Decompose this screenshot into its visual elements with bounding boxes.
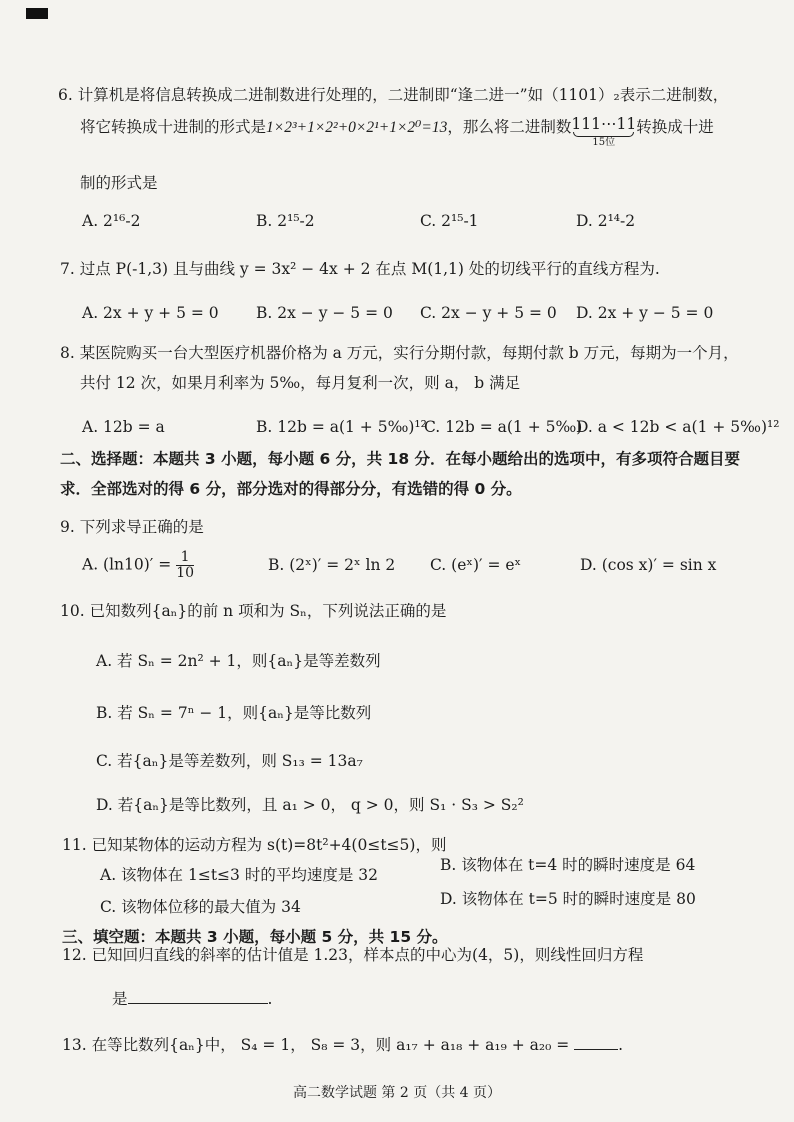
q9-option-a bbox=[82, 550, 194, 581]
q8-option-d: D. a < 12b < a(1 + 5‰)¹² bbox=[576, 418, 780, 436]
q12-answer-blank bbox=[128, 989, 268, 1004]
q7-option-b: B. 2x − y − 5 = 0 bbox=[256, 304, 393, 322]
q11-option-c: C. 该物体位移的最大值为 34 bbox=[100, 898, 301, 916]
q6-line2 bbox=[80, 116, 714, 149]
q10-option-d: D. 若{aₙ}是等比数列，且 a₁ > 0， q > 0，则 S₁ · S₃ > S₂² bbox=[96, 796, 524, 814]
q9-option-a-fraction bbox=[176, 550, 194, 581]
q10-option-c: C. 若{aₙ}是等差数列，则 S₁₃ = 13a₇ bbox=[96, 752, 363, 770]
q6-line3: 制的形式是 bbox=[80, 174, 158, 192]
q6-binary-digits: 111⋯11 bbox=[571, 115, 637, 133]
q6-line2-suffix: 转换成十进 bbox=[636, 118, 714, 136]
section3-heading: 三、填空题：本题共 3 小题，每小题 5 分，共 15 分。 bbox=[62, 928, 448, 946]
q6-line2-middle: ，那么将二进制数 bbox=[447, 118, 572, 136]
section2-heading-line1: 二、选择题：本题共 3 小题，每小题 6 分，共 18 分．在每小题给出的选项中，有多项符合题目要 bbox=[60, 450, 741, 468]
q11-option-a: A. 该物体在 1≤t≤3 时的平均速度是 32 bbox=[100, 866, 378, 884]
q6-binary-example-formula: 1×2³+1×2²+0×2¹+1×2⁰=13 bbox=[266, 119, 448, 136]
q6-line1: 6. 计算机是将信息转换成二进制数进行处理的，二进制即“逢二进一”如（1101）₂表示二进制数， bbox=[58, 86, 729, 104]
q7-option-c: C. 2x − y + 5 = 0 bbox=[420, 304, 557, 322]
q12-line2-prefix: 是 bbox=[112, 990, 128, 1008]
scan-corner-mark bbox=[26, 8, 48, 19]
q8-line2: 共付 12 次，如果月利率为 5‰，每月复利一次，则 a， b 满足 bbox=[80, 374, 521, 392]
q12-line1: 12. 已知回归直线的斜率的估计值是 1.23，样本点的中心为(4，5)，则线性回归方程 bbox=[62, 946, 644, 964]
q13-stem: 13. 在等比数列{aₙ}中， S₄ = 1， S₈ = 3，则 a₁₇ + a₁₈ + a₁₉ + a₂₀ = bbox=[62, 1036, 570, 1054]
q13-line bbox=[62, 1034, 623, 1056]
q6-line2-prefix: 将它转换成十进制的形式是 bbox=[80, 118, 267, 136]
q8-option-c: C. 12b = a(1 + 5‰) bbox=[424, 418, 583, 436]
q11-option-b: B. 该物体在 t=4 时的瞬时速度是 64 bbox=[440, 856, 696, 874]
q6-option-d: D. 2¹⁴-2 bbox=[576, 212, 636, 230]
q8-option-a: A. 12b = a bbox=[82, 418, 165, 436]
q8-line1: 8. 某医院购买一台大型医疗机器价格为 a 万元，实行分期付款，每期付款 b 万元，每期为一个月， bbox=[60, 344, 739, 362]
q6-option-c: C. 2¹⁵-1 bbox=[420, 212, 479, 230]
q9-option-d: D. (cos x)′ = sin x bbox=[580, 556, 717, 574]
q11-option-d: D. 该物体在 t=5 时的瞬时速度是 80 bbox=[440, 890, 696, 908]
q9-fraction-denominator: 10 bbox=[176, 565, 195, 581]
q13-suffix: . bbox=[618, 1036, 624, 1054]
q9-option-b: B. (2ˣ)′ = 2ˣ ln 2 bbox=[268, 556, 396, 574]
section2-heading-line2: 求．全部选对的得 6 分，部分选对的得部分分，有选错的得 0 分。 bbox=[60, 480, 522, 498]
q8-option-b: B. 12b = a(1 + 5‰)¹² bbox=[256, 418, 427, 436]
q9-stem: 9. 下列求导正确的是 bbox=[60, 518, 204, 536]
q6-option-b: B. 2¹⁵-2 bbox=[256, 212, 315, 230]
page-footer: 高二数学试题 第 2 页（共 4 页） bbox=[292, 1085, 502, 1101]
q11-stem: 11. 已知某物体的运动方程为 s(t)=8t²+4(0≤t≤5)，则 bbox=[62, 836, 447, 854]
q12-line2-suffix: . bbox=[267, 990, 273, 1008]
q10-option-a: A. 若 Sₙ = 2n² + 1，则{aₙ}是等差数列 bbox=[96, 652, 381, 670]
q9-fraction-numerator: 1 bbox=[176, 550, 194, 566]
q12-line2 bbox=[112, 988, 272, 1010]
q13-answer-blank bbox=[574, 1035, 618, 1050]
q10-option-b: B. 若 Sₙ = 7ⁿ − 1，则{aₙ}是等比数列 bbox=[96, 704, 372, 722]
q6-option-a: A. 2¹⁶-2 bbox=[82, 212, 141, 230]
q7-option-d: D. 2x + y − 5 = 0 bbox=[576, 304, 714, 322]
q9-option-c: C. (eˣ)′ = eˣ bbox=[430, 556, 522, 574]
q7-stem: 7. 过点 P(-1,3) 且与曲线 y = 3x² − 4x + 2 在点 M(1,1) 处的切线平行的直线方程为. bbox=[60, 260, 660, 278]
q6-brace-caption: 15位 bbox=[592, 137, 616, 148]
q9-option-a-left: A. (ln10)′ = bbox=[82, 555, 172, 574]
q6-binary-number bbox=[571, 116, 636, 149]
q10-stem: 10. 已知数列{aₙ}的前 n 项和为 Sₙ，下列说法正确的是 bbox=[60, 602, 447, 620]
q7-option-a: A. 2x + y + 5 = 0 bbox=[82, 304, 219, 322]
